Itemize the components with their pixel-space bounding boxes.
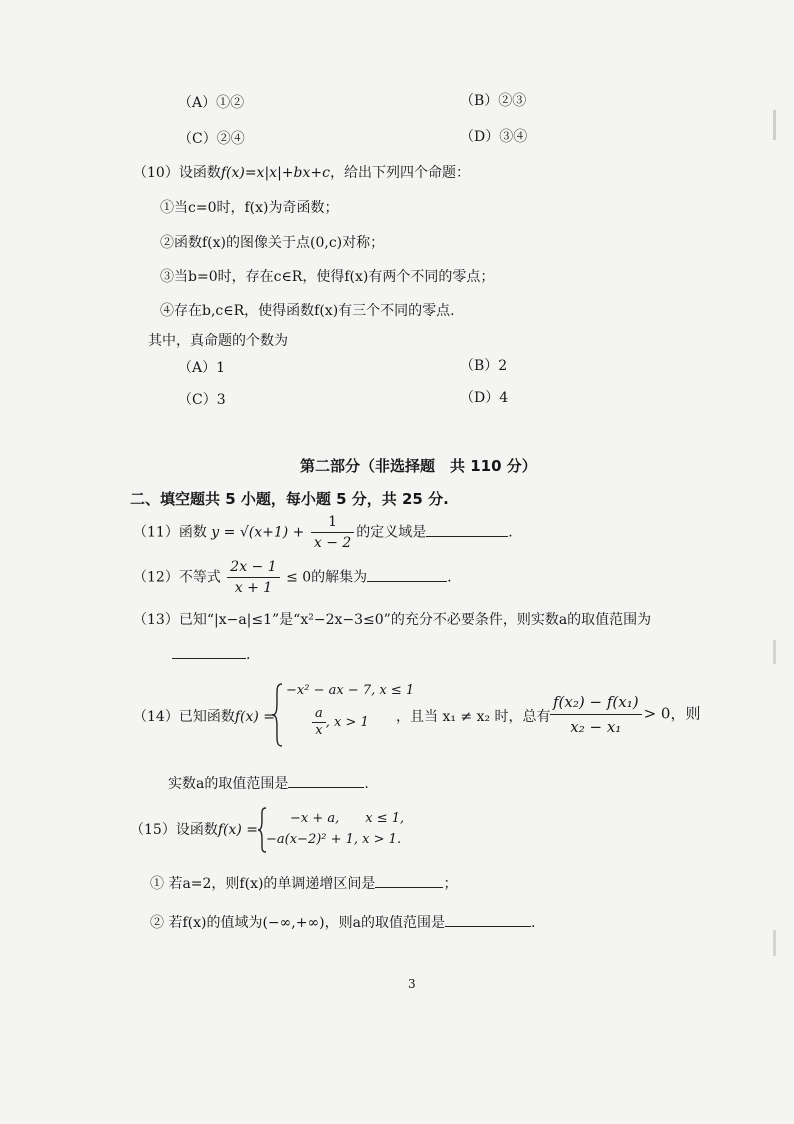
q15-case-1: −x + a, x ≤ 1, bbox=[290, 811, 405, 826]
q15-sub2-text: ② 若f(x)的值域为(−∞,+∞)，则a的取值范围是 bbox=[150, 915, 445, 931]
q14-line2 bbox=[168, 773, 369, 793]
scan-edge-mark bbox=[773, 930, 776, 956]
q11-func: y = √(x+1) + bbox=[211, 524, 305, 541]
q10-option-d: （D）4 bbox=[460, 390, 509, 406]
q11-answer-blank[interactable] bbox=[426, 522, 508, 537]
q14-ratio bbox=[548, 690, 700, 739]
q14-case2-cond: , x > 1 bbox=[325, 715, 369, 730]
q10-stem bbox=[133, 162, 470, 182]
q15-sub2-end: . bbox=[530, 915, 536, 931]
q14-end: . bbox=[364, 776, 369, 792]
q9-option-d: （D）③④ bbox=[460, 129, 528, 145]
q13-text: 已知“|x−a|≤1”是“x²−2x−3≤0”的充分不必要条件，则实数a的取值范围为 bbox=[178, 612, 652, 628]
q14-gt: > 0，则 bbox=[643, 704, 701, 723]
q14-brace bbox=[270, 682, 284, 748]
part2-title: 第二部分（非选择题 共 110 分） bbox=[300, 457, 537, 475]
q10-proposition-1: ①当c=0时，f(x)为奇函数； bbox=[160, 200, 339, 216]
q15-case-2: −a(x−2)² + 1, x > 1. bbox=[266, 832, 402, 847]
q11-frac-den: x − 2 bbox=[313, 535, 352, 551]
q14-label bbox=[133, 706, 275, 726]
q12-frac-num: 2x − 1 bbox=[227, 557, 279, 578]
q10-option-a: （A）1 bbox=[178, 360, 226, 376]
page-number: 3 bbox=[408, 977, 416, 991]
q12-pre: 不等式 bbox=[178, 569, 221, 586]
q14-line2-text: 实数a的取值范围是 bbox=[168, 776, 289, 792]
q11-post: 的定义域是 bbox=[356, 524, 427, 541]
q15-number: （15） bbox=[130, 822, 176, 838]
q10-func: f(x)=x|x|+bx+c bbox=[220, 165, 330, 181]
q12-end: . bbox=[447, 569, 452, 586]
q10-proposition-2: ②函数f(x)的图像关于点(0,c)对称； bbox=[160, 235, 385, 251]
q11-number: （11） bbox=[133, 524, 179, 541]
q15-sub1-end: ； bbox=[443, 876, 458, 892]
q13 bbox=[133, 609, 651, 629]
q15-pre: 设函数 bbox=[175, 822, 218, 838]
q14-case2-num: a bbox=[312, 706, 326, 723]
q13-number: （13） bbox=[133, 612, 179, 628]
q10-option-c: （C）3 bbox=[178, 392, 226, 408]
q12-fraction bbox=[227, 557, 279, 598]
q12-frac-den: x + 1 bbox=[234, 580, 273, 596]
q9-option-c: （C）②④ bbox=[178, 131, 245, 147]
q11-fraction bbox=[311, 512, 354, 553]
q11-pre: 函数 bbox=[178, 524, 207, 541]
q15-sub1-answer-blank[interactable] bbox=[375, 873, 443, 888]
q15-sub2-answer-blank[interactable] bbox=[445, 912, 531, 927]
q14-fraction bbox=[550, 690, 642, 739]
q12-number: （12） bbox=[133, 569, 179, 586]
q10-stem-post: ，给出下列四个命题： bbox=[329, 165, 470, 181]
q12-post: 的解集为 bbox=[311, 569, 368, 586]
q14-case-2 bbox=[312, 706, 369, 739]
q9-option-a: （A）①② bbox=[178, 95, 245, 111]
q12 bbox=[133, 557, 452, 598]
q14-frac-num: f(x₂) − f(x₁) bbox=[550, 690, 642, 715]
q13-end: . bbox=[246, 647, 251, 663]
q14-case-1: −x² − ax − 7, x ≤ 1 bbox=[286, 683, 415, 698]
q14-case2-fraction bbox=[312, 706, 326, 739]
q15-label bbox=[130, 819, 258, 839]
q15-sub2 bbox=[150, 912, 535, 932]
q14-answer-blank[interactable] bbox=[288, 773, 364, 788]
scan-edge-mark bbox=[773, 110, 776, 140]
q14-mid bbox=[396, 706, 551, 726]
q14-mid-text: ，且当 x₁ ≠ x₂ 时，总有 bbox=[396, 709, 551, 725]
q14-frac-den: x₂ − x₁ bbox=[570, 718, 622, 736]
q14-pre: 已知函数 bbox=[178, 709, 235, 725]
q10-proposition-4: ④存在b,c∈R，使得函数f(x)有三个不同的零点. bbox=[160, 303, 455, 319]
q12-answer-blank[interactable] bbox=[367, 567, 447, 582]
q10-option-b: （B）2 bbox=[460, 358, 508, 374]
q11-frac-num: 1 bbox=[311, 512, 354, 533]
q9-option-b: （B）②③ bbox=[460, 93, 527, 109]
q12-ineq: ≤ 0 bbox=[286, 569, 312, 586]
q14-case2-den: x bbox=[315, 723, 323, 738]
q14-func: f(x) = bbox=[234, 709, 276, 725]
q14-number: （14） bbox=[133, 709, 179, 725]
q10-stem-pre: 设函数 bbox=[178, 165, 221, 181]
q11-end: . bbox=[508, 524, 513, 541]
q13-answer-blank[interactable] bbox=[172, 644, 246, 659]
q11 bbox=[133, 512, 513, 553]
q10-proposition-3: ③当b=0时，存在c∈R，使得f(x)有两个不同的零点； bbox=[160, 269, 495, 285]
q10-number: （10） bbox=[133, 165, 179, 181]
scan-edge-mark bbox=[773, 640, 776, 664]
q15-sub1 bbox=[150, 873, 457, 893]
q15-func: f(x) = bbox=[217, 822, 259, 838]
q10-question: 其中，真命题的个数为 bbox=[148, 333, 288, 349]
section2-title: 二、填空题共 5 小题，每小题 5 分，共 25 分. bbox=[130, 490, 449, 508]
q15-sub1-text: ① 若a=2，则f(x)的单调递增区间是 bbox=[150, 876, 376, 892]
q13-answer-line bbox=[172, 644, 250, 663]
